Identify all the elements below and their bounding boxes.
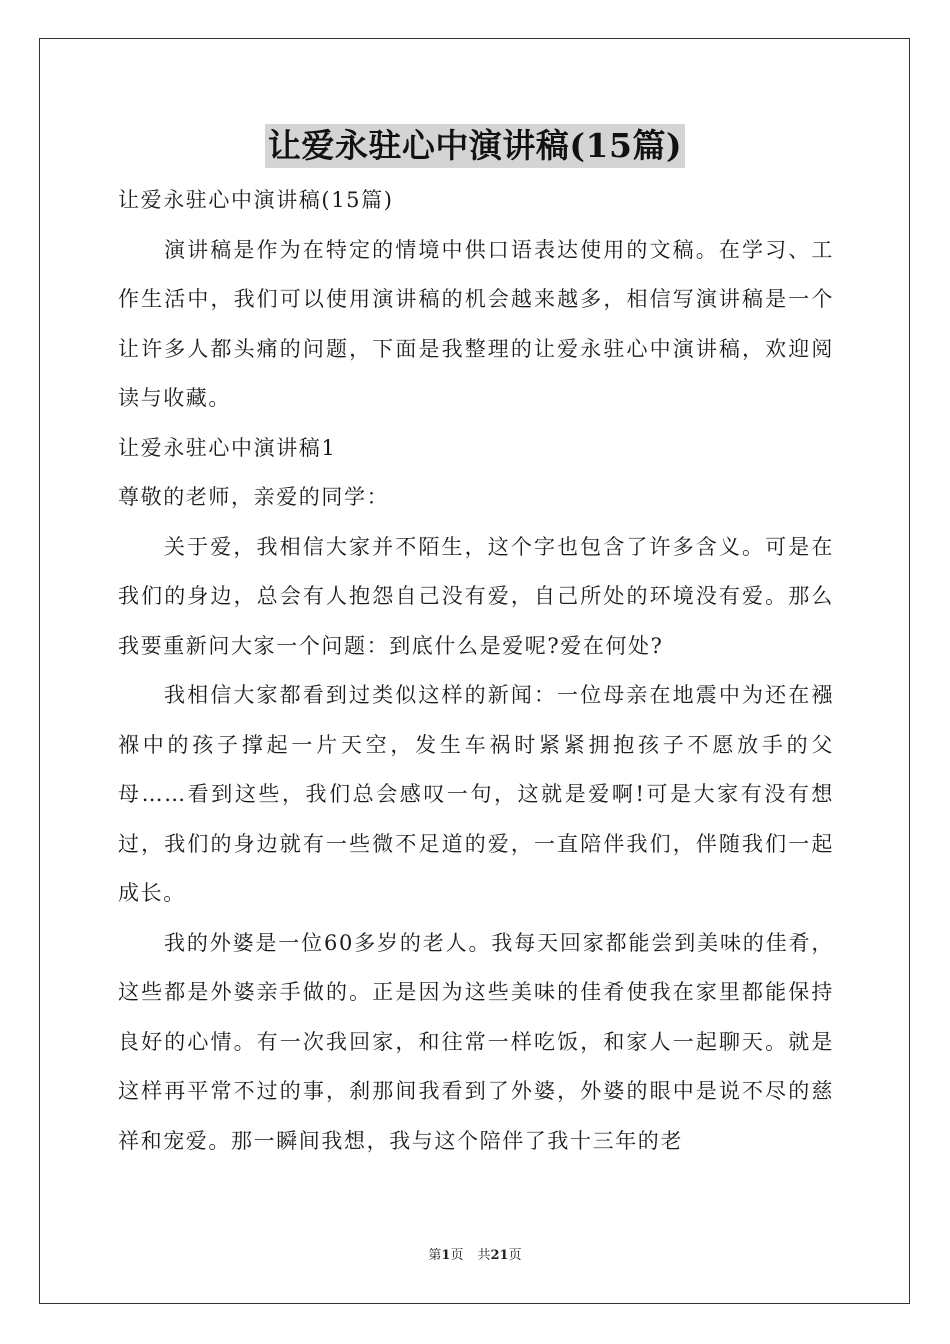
paragraph: 关于爱，我相信大家并不陌生，这个字也包含了许多含义。可是在我们的身边，总会有人抱怨自己没有爱，自己所处的环境没有爱。那么我要重新问大家一个问题：到底什么是爱呢?爱在何处? xyxy=(118,534,834,658)
paragraph: 让爱永驻心中演讲稿(15篇) xyxy=(118,188,394,212)
paragraph: 演讲稿是作为在特定的情境中供口语表达使用的文稿。在学习、工作生活中，我们可以使用演讲稿的机会越来越多，相信写演讲稿是一个让许多人都头痛的问题，下面是我整理的让爱永驻心中演讲稿，欢迎阅读与收藏。 xyxy=(118,237,834,410)
page-prefix: 第 xyxy=(428,1248,442,1263)
page-suffix: 页 xyxy=(450,1248,464,1263)
paragraph: 我的外婆是一位60多岁的老人。我每天回家都能尝到美味的佳肴，这些都是外婆亲手做的。正是因为这些美味的佳肴使我在家里都能保持良好的心情。有一次我回家，和往常一样吃饭，和家人一起聊天。就是这样再平常不过的事，刹那间我看到了外婆，外婆的眼中是说不尽的慈祥和宠爱。那一瞬间我想，我与这个陪伴了我十三年的老 xyxy=(118,930,834,1153)
paragraph: 让爱永驻心中演讲稿1 xyxy=(118,435,337,460)
total-prefix: 共 xyxy=(477,1248,491,1263)
title-container xyxy=(0,124,950,168)
total-suffix: 页 xyxy=(508,1248,522,1263)
page-number: 1 xyxy=(441,1248,451,1263)
paragraph: 尊敬的老师，亲爱的同学： xyxy=(118,485,390,509)
paragraph: 我相信大家都看到过类似这样的新闻：一位母亲在地震中为还在襁褓中的孩子撑起一片天空，发生车祸时紧紧拥抱孩子不愿放手的父母……看到这些，我们总会感叹一句，这就是爱啊!可是大家有没有想过，我们的身边就有一些微不足道的爱，一直陪伴我们，伴随我们一起成长。 xyxy=(118,683,834,905)
document-body xyxy=(118,176,834,1166)
total-pages: 21 xyxy=(490,1248,509,1263)
page-footer xyxy=(0,1246,950,1266)
document-title: 让爱永驻心中演讲稿(15篇) xyxy=(265,124,685,168)
